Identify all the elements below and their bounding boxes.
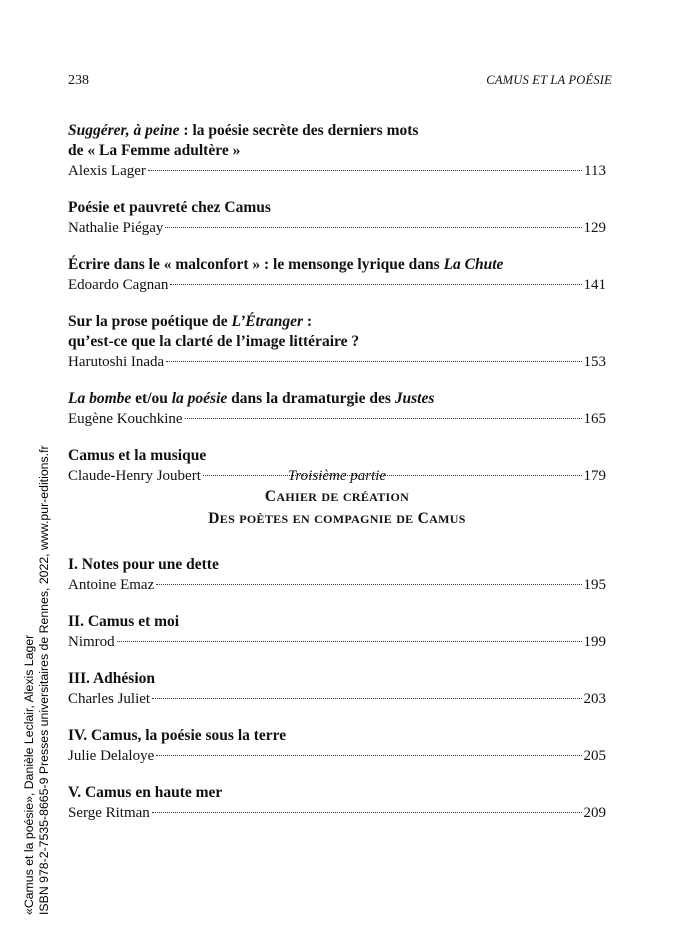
dot-leader xyxy=(148,170,582,171)
entry-author-row xyxy=(68,632,606,653)
toc-entry xyxy=(68,255,606,296)
entry-title: Sur la prose poétique de L’Étranger : qu’est-ce que la clarté de l’image littéraire ? xyxy=(68,313,360,350)
page-number: 238 xyxy=(68,73,89,88)
entry-author-row xyxy=(68,575,606,596)
entry-title: II. Camus et moi xyxy=(68,613,180,630)
toc-part3-entry xyxy=(68,555,606,596)
dot-leader xyxy=(117,641,582,642)
side-note-line-2: ISBN 978-2-7535-8665-9 Presses universitaires de Rennes, 2022, www.pur-editions.fr xyxy=(37,445,51,915)
entry-page-number: 141 xyxy=(583,277,606,293)
entry-author-row xyxy=(68,352,606,373)
dot-leader xyxy=(185,418,582,419)
part-label: Troisième partie xyxy=(287,468,387,484)
entry-title: Suggérer, à peine : la poésie secrète des derniers mots de « La Femme adultère » xyxy=(68,122,419,159)
entry-title: Camus et la musique xyxy=(68,447,207,464)
dot-leader xyxy=(166,361,581,362)
toc-section-part-3 xyxy=(68,555,606,840)
side-note-line-1: «Camus et la poésie», Danièle Leclair, Alexis Lager xyxy=(22,634,36,915)
entry-title: III. Adhésion xyxy=(68,670,156,687)
entry-author: Alexis Lager xyxy=(68,163,146,179)
entry-author: Julie Delaloye xyxy=(68,748,155,764)
entry-page-number: 179 xyxy=(583,468,606,484)
toc-part3-entry xyxy=(68,783,606,824)
toc-part3-entry xyxy=(68,669,606,710)
entry-author-row xyxy=(68,803,606,824)
entry-author: Nimrod xyxy=(68,634,115,650)
dot-leader xyxy=(170,284,581,285)
entry-page-number: 165 xyxy=(583,411,606,427)
entry-author-row xyxy=(68,275,606,296)
toc-entry xyxy=(68,312,606,373)
entry-page-number: 113 xyxy=(584,163,606,179)
entry-author-row xyxy=(68,409,606,430)
entry-author-row xyxy=(68,218,606,239)
entry-author: Harutoshi Inada xyxy=(68,354,165,370)
entry-author-row xyxy=(68,746,606,767)
entry-author: Serge Ritman xyxy=(68,805,150,821)
entry-title: Écrire dans le « malconfort » : le mensonge lyrique dans La Chute xyxy=(68,256,504,273)
part-heading xyxy=(68,466,606,530)
dot-leader xyxy=(165,227,581,228)
running-head: CAMUS ET LA POÉSIE xyxy=(486,73,612,87)
entry-title: IV. Camus, la poésie sous la terre xyxy=(68,727,287,744)
part-title-line-2: DES POÈTES EN COMPAGNIE DE CAMUS xyxy=(208,510,466,527)
entry-author: Eugène Kouchkine xyxy=(68,411,183,427)
entry-author-row xyxy=(68,161,606,182)
entry-title: La bombe et/ou la poésie dans la dramaturgie des Justes xyxy=(68,390,435,407)
copyright-side-note xyxy=(22,315,66,915)
entry-title: Poésie et pauvreté chez Camus xyxy=(68,199,271,216)
entry-author: Nathalie Piégay xyxy=(68,220,164,236)
toc-part3-entry xyxy=(68,612,606,653)
entry-page-number: 205 xyxy=(583,748,606,764)
dot-leader xyxy=(152,812,582,813)
entry-author-row xyxy=(68,689,606,710)
entry-author: Edoardo Cagnan xyxy=(68,277,169,293)
dot-leader xyxy=(156,584,581,585)
entry-page-number: 199 xyxy=(583,634,606,650)
entry-title: I. Notes pour une dette xyxy=(68,556,219,573)
entry-page-number: 129 xyxy=(583,220,606,236)
entry-page-number: 153 xyxy=(583,354,606,370)
toc-part3-entry xyxy=(68,726,606,767)
toc-section-part-2 xyxy=(68,121,606,503)
entry-author: Claude-Henry Joubert xyxy=(68,468,201,484)
toc-entry xyxy=(68,389,606,430)
entry-author: Antoine Emaz xyxy=(68,577,155,593)
toc-entry xyxy=(68,121,606,182)
part-title-line-1: CAHIER DE CRÉATION xyxy=(264,488,410,505)
entry-page-number: 209 xyxy=(583,805,606,821)
entry-author: Charles Juliet xyxy=(68,691,151,707)
dot-leader xyxy=(152,698,581,699)
dot-leader xyxy=(156,755,581,756)
entry-page-number: 203 xyxy=(583,691,606,707)
toc-entry xyxy=(68,198,606,239)
entry-title: V. Camus en haute mer xyxy=(68,784,223,801)
entry-page-number: 195 xyxy=(583,577,606,593)
